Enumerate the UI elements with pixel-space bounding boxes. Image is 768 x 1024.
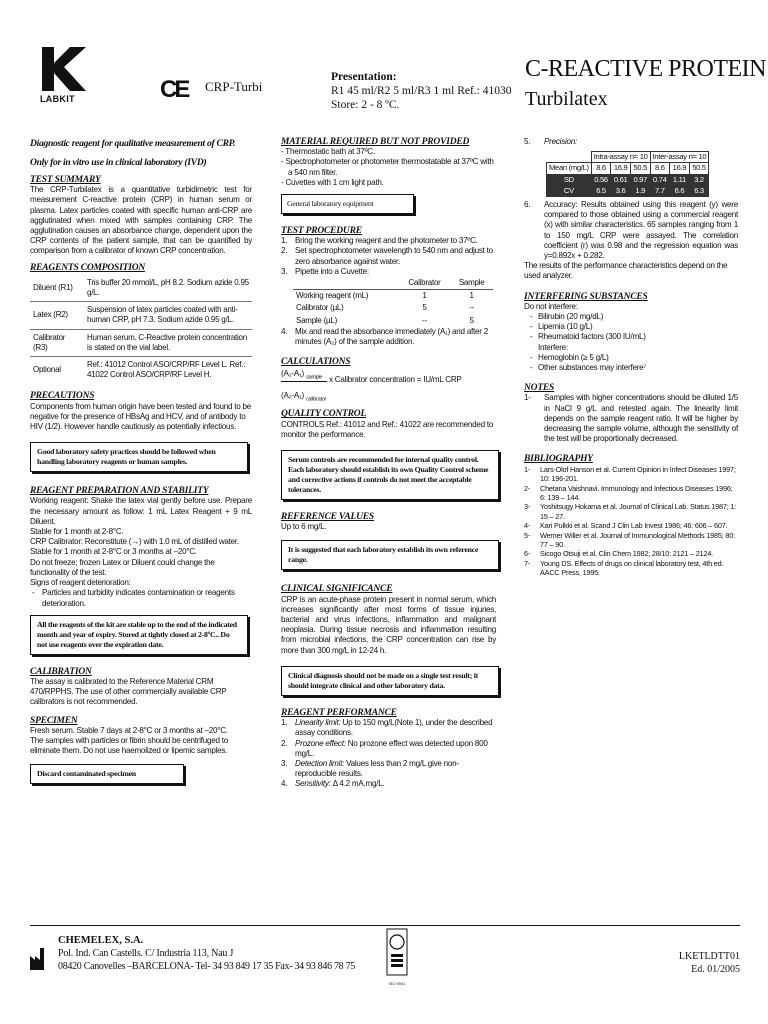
reagent-row <box>30 275 252 302</box>
precision-cell: 6.6 <box>670 185 690 196</box>
labkit-logo <box>40 47 88 104</box>
note-text: Samples with higher concentrations should be diluted 1/5 in NaCl 9 g/L and retested again. The linearity limit depends on the sample reagent ratio. It will be higher by decreasing the sample volume, although the sensitivity of the test will be proportionally decreased. <box>544 393 738 444</box>
precision-cell: 0.74 <box>650 174 670 185</box>
interf-item: - Hemoglobin (≥ 5 g/L) <box>530 352 609 362</box>
pipette-row <box>293 290 493 303</box>
qc-note-box: Serum controls are recommended for internal quality control. Each laboratory should establish its own Quality Control scheme and corrective actions if controls do not meet the acceptable tolerances. <box>281 450 499 500</box>
pipette-cell: 5 <box>469 315 474 325</box>
item-number: 1- <box>524 464 531 474</box>
pipette-table <box>293 277 493 327</box>
prep-working-reagent: Working reagent: Shake the latex vial gently before use. Prepare the necessary amount as follow: 1 mL Latex Reagent + 9 mL Diluent. <box>30 496 252 526</box>
item-number: 2- <box>524 483 531 493</box>
procedure-step <box>281 267 496 277</box>
reference-note-box: It is suggested that each laboratory establish its own reference range. <box>281 540 499 570</box>
clinical-text: CRP is an acute-phase protein present in normal serum, which increases significantly after most forms of tissue injuries, bacterial and virus infections, inflammation and malignant neoplasia. During tissue necrosis and inflammation resulting from microbial infections, the CRP concentration can rise by more than 300 mg/L in 12-24 h. <box>281 594 496 655</box>
item-number: 5. <box>524 137 531 146</box>
performance-item <box>281 739 496 759</box>
item-number: 1- <box>524 393 531 403</box>
item-number: 4- <box>524 521 531 531</box>
formula-denominator: (A₂-A₁) <box>281 391 305 401</box>
stability-note-box: All the reagents of the kit are stable up to the end of the indicated month and year of expiry. Stored at tightly closed at 2-8ºC.. Do not use reagents over the expiration date. <box>30 615 248 655</box>
pipette-header <box>293 277 399 290</box>
clinical-heading: CLINICAL SIGNIFICANCE <box>281 584 393 595</box>
item-number: 1. <box>281 718 288 728</box>
material-item: - Cuvettes with 1 cm light path. <box>281 177 384 187</box>
precision-row <box>547 174 709 185</box>
reagent-name: Latex (R2) <box>33 310 68 320</box>
company-name: CHEMELEX, S.A. <box>58 935 144 946</box>
material-item: - Thermostatic bath at 37ºC. <box>281 147 375 157</box>
reagent-row <box>30 302 252 329</box>
step-number: 2. <box>281 246 288 256</box>
performance-item <box>281 759 496 779</box>
pipette-header-row <box>293 277 493 290</box>
precision-heading <box>524 137 738 147</box>
formula-numerator-sub: sample <box>306 375 323 382</box>
reference-values-heading: REFERENCE VALUES <box>281 512 374 523</box>
reagent-desc: Ref.: 41012 Control ASO/CRP/RF Level L. Ref.: 41022 Control ASO/CRP/RF Level H. <box>87 360 246 380</box>
notes-heading: NOTES <box>524 383 555 394</box>
precision-cell <box>547 152 592 163</box>
product-code: CRP-Turbi <box>205 79 263 94</box>
prep-stable: Stable for 1 month at 2-8°C. <box>30 527 124 537</box>
logo-text: LABKIT <box>40 94 75 104</box>
precision-cell: 50.5 <box>689 163 709 174</box>
procedure-heading: TEST PROCEDURE <box>281 226 362 237</box>
item-number: 6- <box>524 549 531 559</box>
precision-cell: 6.3 <box>689 185 709 196</box>
reagent-name: Calibrator (R3) <box>33 332 66 352</box>
bib-text: Sicogo Otsuji et al. Clin Chem 1982; 28/10: 2121 – 2124. <box>540 549 713 559</box>
precision-cell: 1.11 <box>670 174 690 185</box>
step-number: 1. <box>281 236 288 246</box>
procedure-step <box>281 246 496 266</box>
presentation-block <box>331 70 512 112</box>
bib-item <box>524 531 738 550</box>
precision-cell: 16.9 <box>670 163 690 174</box>
interf-item-text: Lipemia (10 g/L) <box>538 322 593 332</box>
test-summary-text: The CRP-Turbilatex is a quantitative turbidimetric test for measurement C-reactive protein (CRP) in human serum or plasma. Latex particles coated with specific human anti-CRP are agglutinated when mixed with samples containing CRP. The agglutination causes an absorbance change, dependent upon the CRP contents of the patient sample, that can be quantified by comparison from a calibrator of known CRP concentration. <box>30 185 252 256</box>
bib-item <box>524 549 738 558</box>
bibliography-list <box>524 465 738 578</box>
precision-cell: 50.5 <box>630 163 650 174</box>
step-number: 3. <box>281 266 288 276</box>
formula-numerator: (A₂-A₁) <box>281 369 305 379</box>
document-code: LKETLDTT01 <box>678 951 740 962</box>
procedure-step-4 <box>281 327 496 347</box>
interf-yes-label: Interfere: <box>538 342 568 352</box>
interf-item: - Rheumatoid factors (300 IU/mL) <box>530 332 646 342</box>
quality-control-text: CONTROLS Ref.: 41012 and Ref.: 41022 are recommended to monitor the performance. <box>281 419 494 439</box>
quality-control-heading: QUALITY CONTROL <box>281 409 367 420</box>
item-number: 3. <box>281 758 288 768</box>
interf-item: - Bilirubin (20 mg/dL) <box>530 312 604 322</box>
precision-cell: 8.6 <box>650 163 670 174</box>
precautions-heading: PRECAUTIONS <box>30 391 95 402</box>
pipette-row <box>293 315 493 327</box>
calibration-text: The assay is calibrated to the Reference Material CRM 470/RPPHS. The use of other commercially available CRP calibrators is not recommended. <box>30 676 227 707</box>
formula-text: x Calibrator concentration = IU/mL CRP <box>329 375 462 385</box>
performance-item <box>281 718 496 738</box>
precision-cell: 7.7 <box>650 185 670 196</box>
prep-freeze: Do not freeze; frozen Latex or Diluent could change the functionality of the test. <box>30 557 215 577</box>
item-number: 4. <box>281 779 288 789</box>
performance-item <box>281 779 496 789</box>
test-summary-heading: TEST SUMMARY <box>30 175 101 185</box>
page-subtitle: Turbilatex <box>525 88 608 110</box>
reagent-desc: Suspension of latex particles coated with anti-human CRP, pH 7.3. Sodium azide 0.95 g/L. <box>87 305 238 325</box>
accuracy-text: Accuracy: Results obtained using this reagent (y) were compared to those obtained using a commercial reagent (x) with similar characteristics. 65 samples ranging from 1 to 150 mg/L CRP were assayed. The correlation coefficient (r) was 0.98 and the regression equation was y=0.892x + 0.282. <box>544 200 738 261</box>
step-text: Bring the working reagent and the photometer to 37ºC. <box>295 236 478 246</box>
safety-note-box: Good laboratory safety practices should be followed when handling laboratory reagents or human samples. <box>30 442 248 472</box>
procedure-step <box>281 236 496 246</box>
bib-text: Chetana Vaishnavi. Immunology and Infectious Diseases 1996; 6: 139 – 144. <box>540 483 733 502</box>
material-item: - Spectrophotometer or photometer thermostatable at 37ºC with a 540 nm filter. <box>281 157 494 177</box>
interf-no-list <box>524 312 738 343</box>
company-address-1: Pol. Ind. Can Castells. C/ Industria 113, Nau J <box>58 948 234 959</box>
item-number: 2. <box>281 738 288 748</box>
company-address-2: 08420 Canovelles –BARCELONA- Tel- 34 93 849 17 35 Fax- 34 93 846 78 75 <box>58 961 355 972</box>
page-title: C-REACTIVE PROTEIN <box>525 56 766 82</box>
pipette-cell: Sample (µL) <box>296 315 337 325</box>
precautions-text: Components from human origin have been tested and found to be negative for the presence of HBsAg and HCV, and of antibody to HIV (1/2). However handle cautiously as potentially infectious. <box>30 401 251 432</box>
reagent-desc: Human serum. C-Reactive protein concentration is stated on the vial label. <box>87 332 247 352</box>
bib-text: Werner Willer et al. Journal of Immunological Methods 1985; 80: 77 – 90. <box>540 530 735 549</box>
factory-icon <box>30 948 46 975</box>
specimen-text-1: Fresh serum. Stable 7 days at 2-8°C or 3 months at –20°C. <box>30 725 228 735</box>
certification-seal-icon <box>386 928 408 976</box>
reagent-row <box>30 329 252 356</box>
calculation-formula <box>281 367 496 409</box>
reference-values-text: Up to 6 mg/L. <box>281 522 327 532</box>
precision-cell: 0.61 <box>611 174 631 185</box>
interfering-heading: INTERFERING SUBSTANCES <box>524 291 648 302</box>
item-key: Prozone effect: <box>295 738 346 748</box>
interf-item-text: Hemoglobin (≥ 5 g/L) <box>538 352 609 362</box>
prep-deterioration: - Particles and turbidity indicates contamination or reagents deterioration. <box>32 588 235 608</box>
company-block <box>58 934 355 973</box>
bib-text: Lars-Olof Hanson et al. Current Opinion in Infect Diseases 1997; 10: 196-201. <box>540 464 736 484</box>
precision-group-intra: Intra-assay n= 10 <box>591 152 650 163</box>
bib-item <box>524 521 738 530</box>
precision-cell: 8.6 <box>591 163 611 174</box>
step-number: 4. <box>281 326 288 336</box>
pipette-header: Calibrator <box>399 277 451 290</box>
presentation-value: R1 45 ml/R2 5 ml/R3 1 ml Ref.: 41030 <box>331 85 512 97</box>
item-text: Δ 4.2 mA.mg/L. <box>332 779 385 789</box>
item-text: No prozone effect was detected upon 800 mg/L. <box>295 738 488 758</box>
material-heading: MATERIAL REQUIRED BUT NOT PROVIDED <box>281 137 470 147</box>
bib-item <box>524 559 738 578</box>
pipette-cell: 1 <box>422 291 427 301</box>
prep-deterioration-text: Particles and turbidity indicates contamination or reagents deterioration. <box>42 588 235 608</box>
intro-line-2: Only for in vitro use in clinical laboratory (IVD) <box>30 157 207 168</box>
item-text: Values less than 2 mg/L give non-reproducible results. <box>295 758 459 779</box>
precision-cell: 16.9 <box>611 163 631 174</box>
clinical-note-box: Clinical diagnosis should not be made on a single test result; it should integrate clinical and other laboratory data. <box>281 666 499 696</box>
pipette-cell: Calibrator (µL) <box>296 303 344 313</box>
specimen-text-2: The samples with particles or fibrin should be centrifuged to eliminate them. Do not use haemolized or lipemic samples. <box>30 735 228 756</box>
discard-note-box: Discard contaminated specimen <box>30 764 184 784</box>
pipette-cell: 1 <box>469 291 474 301</box>
pipette-header: Sample <box>450 277 493 290</box>
precision-group-inter: Inter-assay n= 10 <box>650 152 709 163</box>
bib-text: Kari Pulkki et al. Scand J Clin Lab Invest 1986; 46: 606 – 607. <box>540 521 728 531</box>
column-1 <box>30 137 252 784</box>
accuracy-item <box>524 200 738 261</box>
edition: Ed. 01/2005 <box>691 964 740 975</box>
item-number: 7- <box>524 558 531 568</box>
calibration-heading: CALIBRATION <box>30 666 92 677</box>
bib-item <box>524 502 738 521</box>
bib-item <box>524 465 738 484</box>
precision-table <box>546 151 709 197</box>
formula-denominator-sub: calibrator <box>306 397 327 404</box>
item-key: Detection limit: <box>295 758 345 768</box>
reagent-desc: Tris buffer 20 mmol/L, pH 8.2. Sodium azide 0.95 g/L. <box>87 277 249 298</box>
reagent-name: Optional <box>33 365 61 375</box>
interf-item-text: Other substances may interfere⁷ <box>538 363 647 373</box>
step-text: Mix and read the absorbance immediately (A₁) and after 2 minutes (A₂) of the sample addition. <box>295 326 488 347</box>
reagents-heading: REAGENTS COMPOSITION <box>30 262 146 273</box>
precision-cell: 3.2 <box>689 174 709 185</box>
item-number: 3- <box>524 502 531 512</box>
bibliography-heading: BIBLIOGRAPHY <box>524 454 593 465</box>
precision-row <box>547 185 709 196</box>
note-item <box>524 393 738 444</box>
precision-label: Precision: <box>544 137 578 146</box>
precision-cell: 1.9 <box>630 185 650 196</box>
bib-item <box>524 484 738 503</box>
calculations-heading: CALCULATIONS <box>281 357 351 368</box>
pipette-cell: 5 <box>422 303 427 313</box>
bib-text: Yoshitsugy Hokama et al. Journal of Clinical Lab. Status 1987; 1: 15 – 27. <box>540 502 737 521</box>
precision-row-label: CV <box>547 185 592 196</box>
equipment-note-box: General laboratory equipment <box>281 194 414 214</box>
reagent-name: Diluent (R1) <box>33 282 73 292</box>
precision-cell: 0.97 <box>630 174 650 185</box>
item-number: 5- <box>524 530 531 540</box>
fraction-line <box>281 381 327 382</box>
precision-row-label: SD <box>547 174 592 185</box>
intro-line-1: Diagnostic reagent for qualitative measurement of CRP. <box>30 138 236 149</box>
ce-mark: CE <box>160 76 188 103</box>
item-key: Linearity limit: <box>295 718 341 728</box>
precision-cell: 0.56 <box>591 174 611 185</box>
step-text: Pipette into a Cuvette: <box>295 266 369 276</box>
bib-text: Young DS. Effects of drugs on clinical laboratory test, 4th ed. AACC Press, 1995. <box>540 558 724 578</box>
precision-row-label: Mean (mg/L) <box>547 163 592 174</box>
preparation-heading: REAGENT PREPARATION AND STABILITY <box>30 486 209 497</box>
precision-row <box>547 163 709 174</box>
store-temp: Store: 2 - 8 ºC. <box>331 99 400 111</box>
column-2 <box>281 137 496 790</box>
precision-cell: 6.5 <box>591 185 611 196</box>
specimen-heading: SPECIMEN <box>30 715 78 726</box>
item-text: Up to 150 mg/L(Note 1), under the described assay conditions. <box>295 718 493 738</box>
pipette-row <box>293 302 493 314</box>
interf-item: - Other substances may interfere⁷ <box>530 363 647 373</box>
precision-group-row <box>547 152 709 163</box>
prep-signs: Signs of reagent deterioration: <box>30 578 131 588</box>
interf-no-label: Do not interfere: <box>524 301 578 311</box>
interf-item: - Lipemia (10 g/L) <box>530 322 593 332</box>
pipette-cell: Working reagent (mL) <box>296 291 369 301</box>
presentation-label: Presentation: <box>331 71 397 83</box>
item-key: Sensitivity: <box>295 779 331 789</box>
item-number: 6. <box>524 200 531 210</box>
performance-list <box>281 718 496 789</box>
prep-calibrator-stable: Stable for 1 month at 2-8°C or 3 months at –20°C. <box>30 547 197 557</box>
column-3 <box>524 137 738 578</box>
document-code-block <box>655 950 740 976</box>
procedure-steps <box>281 236 496 277</box>
footer-divider <box>30 925 740 926</box>
interf-yes-list <box>524 353 738 373</box>
labkit-k-icon <box>40 47 88 91</box>
step-text: Set spectrophotometer wavelength to 540 nm and adjust to zero absorbance against water. <box>295 246 493 266</box>
reagents-table <box>30 275 252 384</box>
results-note: The results of the performance characteristics depend on the used analyzer. <box>524 261 728 281</box>
prep-calibrator: CRP Calibrator: Reconstitute (→) with 1.0 mL of distilled water. <box>30 537 239 547</box>
reagent-row <box>30 357 252 384</box>
cert-text: ISO 9001 <box>388 981 406 986</box>
pipette-cell: -- <box>469 303 475 313</box>
certification-seal <box>386 928 408 986</box>
interf-item-text: Bilirubin (20 mg/dL) <box>538 312 604 322</box>
pipette-cell: -- <box>422 315 427 325</box>
performance-heading: REAGENT PERFORMANCE <box>281 707 397 718</box>
precision-cell: 3.6 <box>611 185 631 196</box>
interf-item-text: Rheumatoid factors (300 IU/mL) <box>538 332 646 342</box>
